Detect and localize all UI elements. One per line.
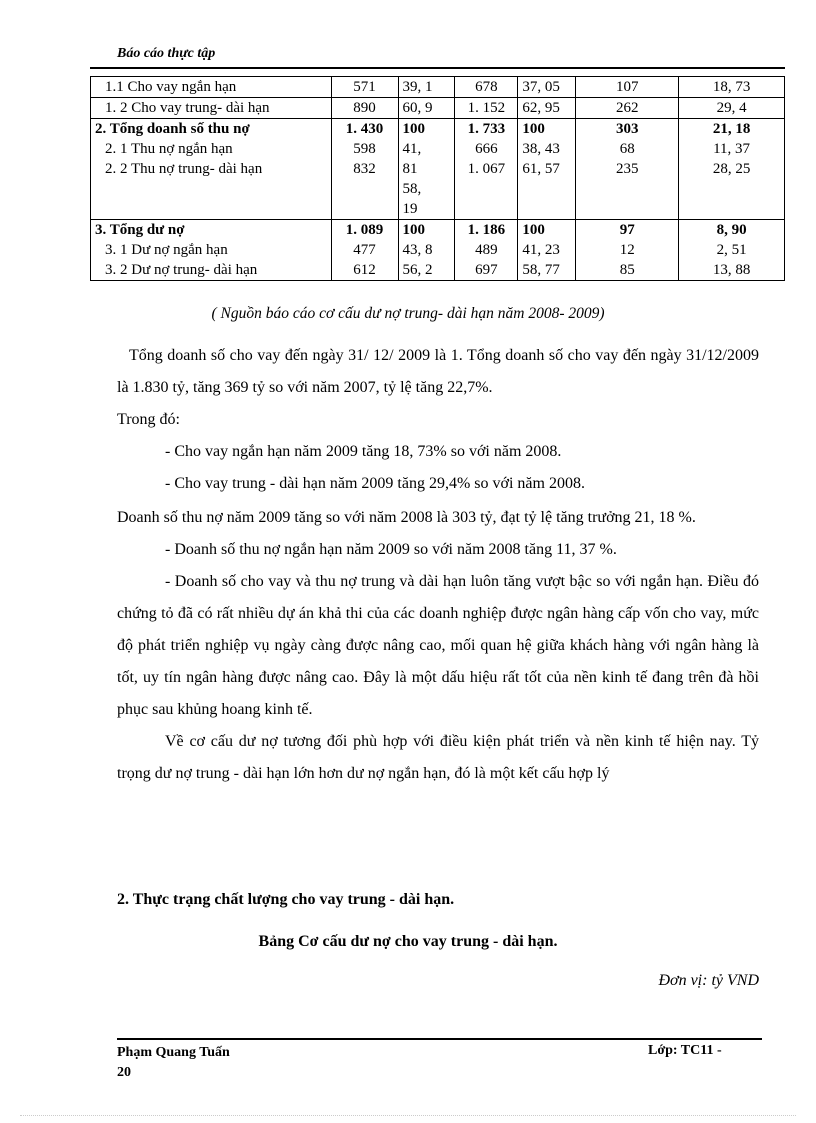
row-label: 1. 2 Cho vay trung- dài hạn: [91, 98, 332, 119]
paragraph: Doanh số thu nợ năm 2009 tăng so với năm 2008 là 303 tỷ, đạt tỷ lệ tăng trưởng 21, 18 %.: [117, 509, 696, 526]
cell: 1. 152: [455, 98, 518, 119]
table-row-group: [91, 119, 785, 220]
paragraph: Tổng doanh số cho vay đến ngày 31/ 12/ 2009 là 1. Tổng doanh số cho vay đến ngày 31/12/2009 là 1.830 tỷ, tăng 369 tỷ so với năm 2007, tỷ lệ tăng 22,7%.: [117, 347, 759, 396]
table-source-note: ( Nguồn báo cáo cơ cấu dư nợ trung- dài hạn năm 2008- 2009): [211, 305, 605, 322]
cell: 100 43, 8 56, 2: [398, 220, 455, 281]
page-header-title: Báo cáo thực tập: [117, 46, 216, 61]
cell: 100 41, 81 58, 19: [398, 119, 455, 220]
footer-left: [117, 1043, 230, 1083]
cell: 1. 186 489 697: [455, 220, 518, 281]
row-label: 1.1 Cho vay ngắn hạn: [91, 77, 332, 98]
loan-structure-table: [90, 76, 785, 281]
cell: 1. 733 666 1. 067: [455, 119, 518, 220]
group-title: 2. Tổng doanh số thu nợ: [95, 121, 250, 137]
row-label: 3. 1 Dư nợ ngắn hạn: [105, 242, 228, 258]
body-text: [117, 502, 759, 790]
unit-label: Đơn vị: tỷ VND: [658, 972, 759, 989]
cell: 100 38, 43 61, 57: [518, 119, 576, 220]
cell: 18, 73: [679, 77, 785, 98]
cell: 1. 089 477 612: [331, 220, 398, 281]
cell: 8, 90 2, 51 13, 88: [679, 220, 785, 281]
section-heading: 2. Thực trạng chất lượng cho vay trung - dài hạn.: [117, 891, 455, 908]
page-edge: [20, 1115, 796, 1116]
cell: 100 41, 23 58, 77: [518, 220, 576, 281]
page-number: 20: [117, 1065, 131, 1080]
paragraph: - Cho vay ngắn hạn năm 2009 tăng 18, 73% so với năm 2008.: [165, 443, 562, 460]
footer-rule: [117, 1038, 762, 1040]
cell: 107: [576, 77, 679, 98]
group-label-cell: [91, 119, 332, 220]
header-rule: [90, 67, 785, 69]
cell: 39, 1: [398, 77, 455, 98]
cell: 29, 4: [679, 98, 785, 119]
cell: 21, 18 11, 37 28, 25: [679, 119, 785, 220]
paragraph: - Cho vay trung - dài hạn năm 2009 tăng 29,4% so với năm 2008.: [165, 475, 585, 492]
row-label: 3. 2 Dư nợ trung- dài hạn: [105, 262, 258, 278]
cell: 60, 9: [398, 98, 455, 119]
cell: 262: [576, 98, 679, 119]
cell: 571: [331, 77, 398, 98]
table-row: [91, 77, 785, 98]
row-label: 2. 2 Thu nợ trung- dài hạn: [105, 161, 263, 177]
body-text: [117, 340, 759, 500]
cell: 62, 95: [518, 98, 576, 119]
footer-author: Phạm Quang Tuấn: [117, 1045, 230, 1060]
group-title: 3. Tổng dư nợ: [95, 222, 185, 238]
group-label-cell: [91, 220, 332, 281]
cell: 37, 05: [518, 77, 576, 98]
paragraph: Về cơ cấu dư nợ tương đối phù hợp với điều kiện phát triển và nền kinh tế hiện nay. Tỷ trọng dư nợ trung - dài hạn lớn hơn dư nợ ngắn hạn, đó là một kết cấu hợp lý: [117, 733, 759, 782]
paragraph: - Doanh số cho vay và thu nợ trung và dài hạn luôn tăng vượt bậc so với ngắn hạn. Điều đó chứng tỏ đã có rất nhiều dự án khả thi của các doanh nghiệp được ngân hàng cấp vốn cho vay, mức độ phát triển nghiệp vụ ngày càng được nâng cao, mối quan hệ giữa khách hàng với ngân hàng là tốt, uy tín ngân hàng được nâng cao. Đây là một dấu hiệu rất tốt của nền kinh tế đang trên đà hồi phục sau khủng hoang kinh tế.: [117, 573, 759, 718]
cell: 890: [331, 98, 398, 119]
footer-class: Lớp: TC11 -: [648, 1043, 722, 1058]
table-row: [91, 98, 785, 119]
paragraph: Trong đó:: [117, 411, 180, 428]
cell: 97 12 85: [576, 220, 679, 281]
cell: 303 68 235: [576, 119, 679, 220]
paragraph: - Doanh số thu nợ ngắn hạn năm 2009 so với năm 2008 tăng 11, 37 %.: [165, 541, 617, 558]
row-label: 2. 1 Thu nợ ngắn hạn: [105, 141, 233, 157]
table-row-group: [91, 220, 785, 281]
cell: 678: [455, 77, 518, 98]
cell: 1. 430 598 832: [331, 119, 398, 220]
table-caption: Bảng Cơ cấu dư nợ cho vay trung - dài hạn.: [258, 933, 558, 950]
